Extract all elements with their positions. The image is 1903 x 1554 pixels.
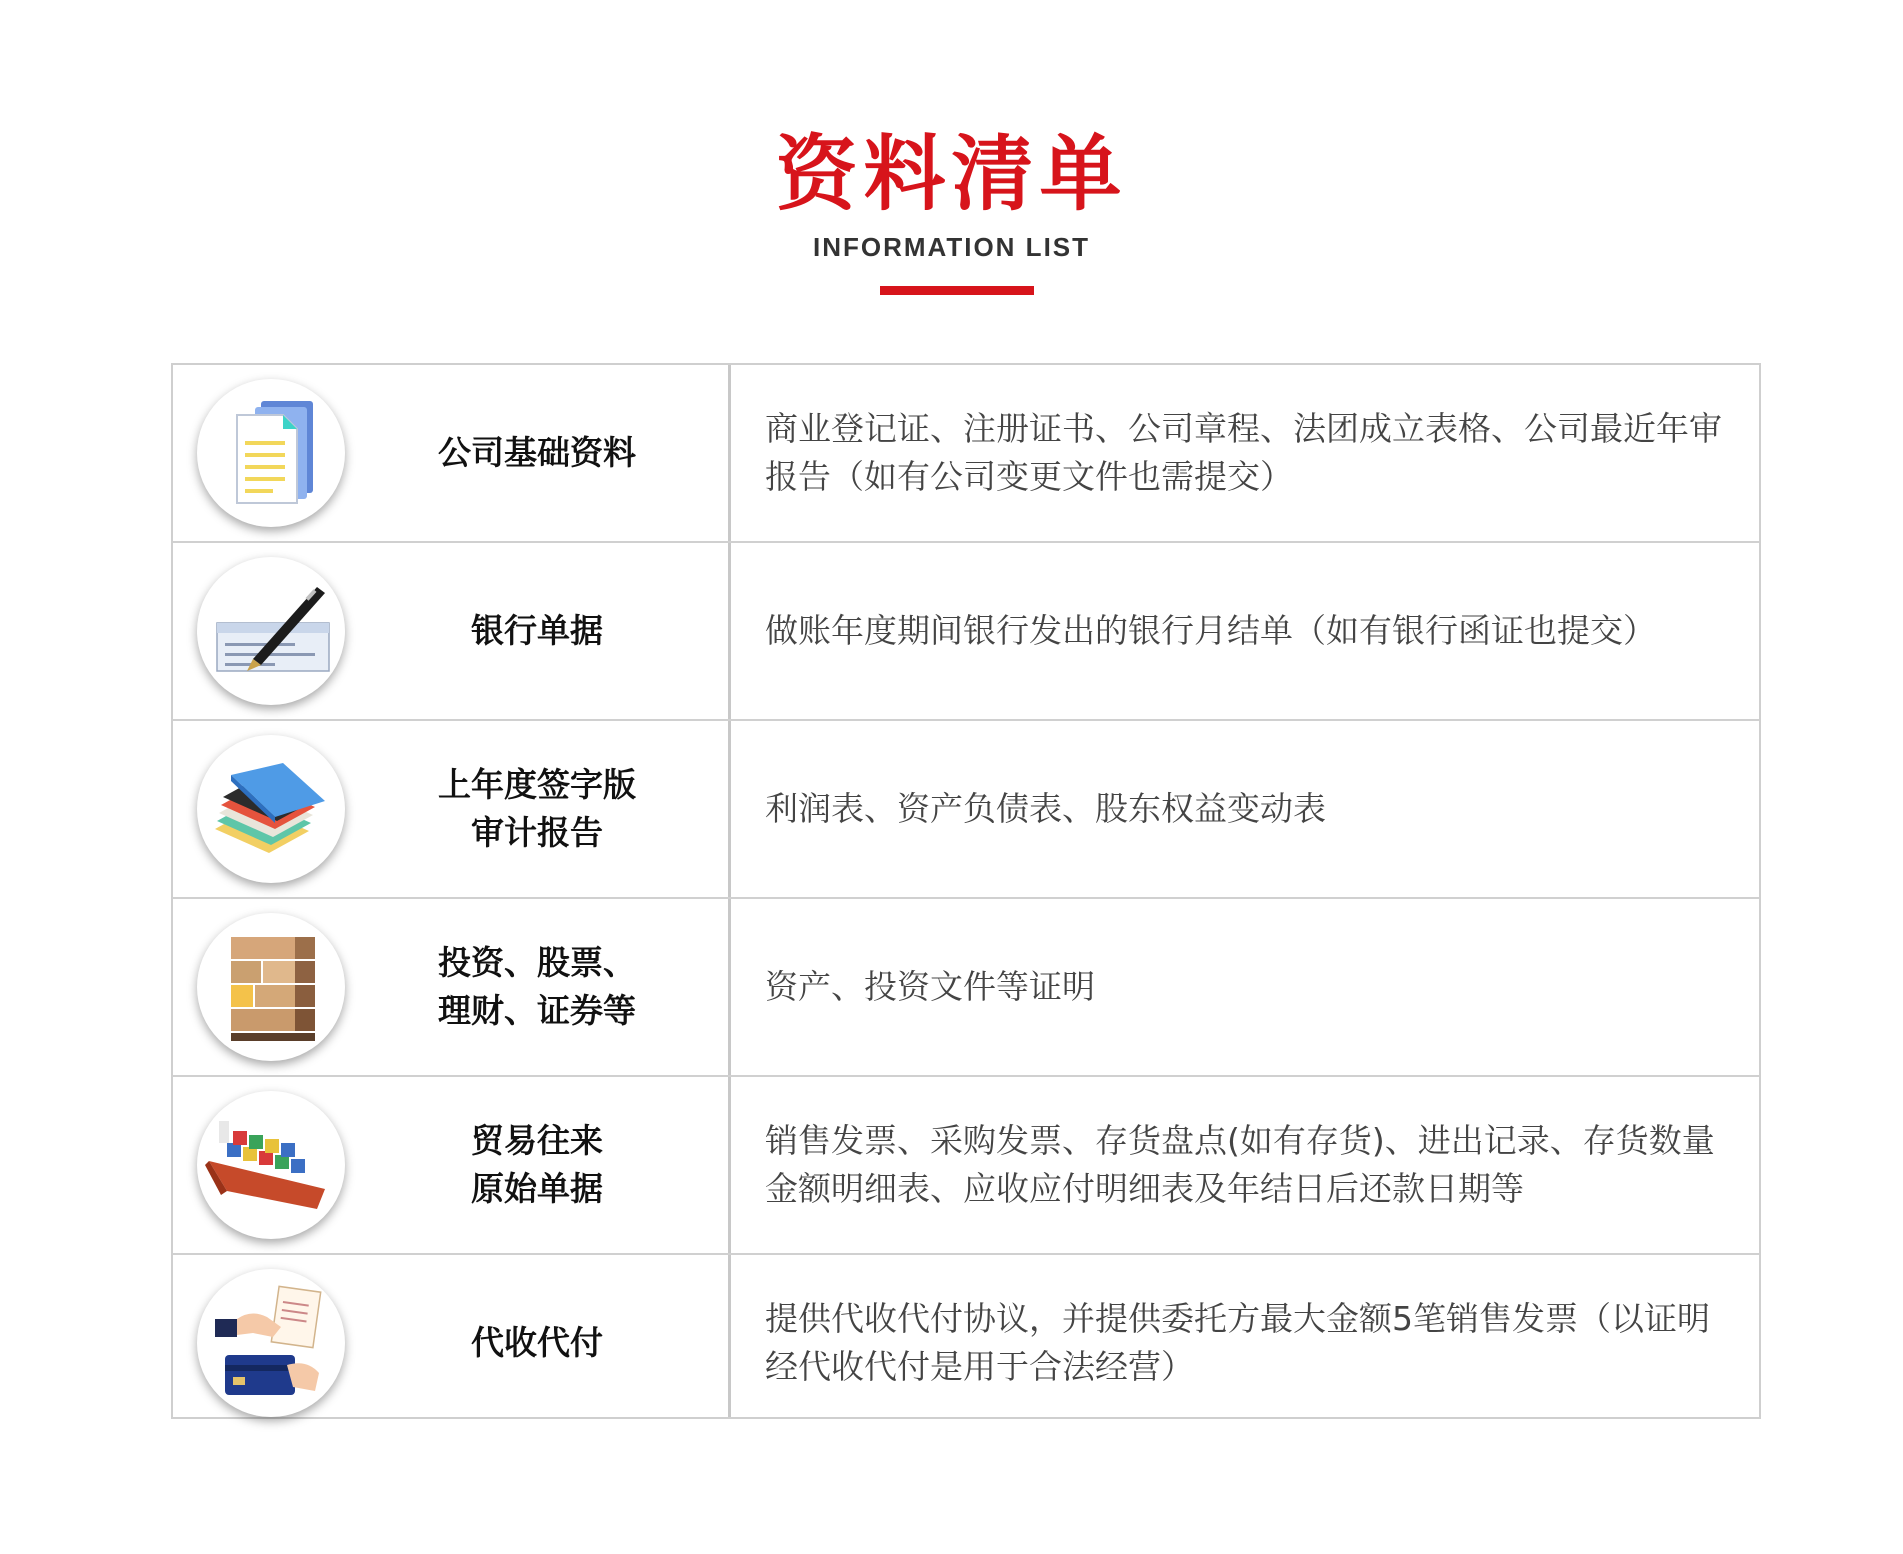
table-row (173, 1255, 1759, 1431)
table-row (173, 721, 1759, 897)
cargo-ship-icon (197, 1091, 345, 1239)
row-label: 贸易往来 原始单据 (471, 1121, 603, 1208)
row-description: 提供代收代付协议，并提供委托方最大金额5笔销售发票（以证明经代收代付是用于合法经营） (765, 1299, 1710, 1386)
row-label: 上年度签字版 审计报告 (438, 765, 636, 852)
information-table (171, 363, 1761, 1419)
page-title: 资料清单 (775, 127, 1128, 222)
row-description: 商业登记证、注册证书、公司章程、法团成立表格、公司最近年审报告（如有公司变更文件也需提交） (765, 409, 1722, 496)
row-label: 投资、股票、 理财、证券等 (438, 943, 636, 1030)
row-description: 销售发票、采购发票、存货盘点(如有存货)、进出记录、存货数量金额明细表、应收应付明细表及年结日后还款日期等 (765, 1121, 1715, 1208)
row-label: 银行单据 (471, 611, 603, 650)
payment-card-receipt-icon (197, 1269, 345, 1417)
table-row (173, 899, 1759, 1075)
documents-icon (197, 379, 345, 527)
bank-check-pen-icon (197, 557, 345, 705)
page-subtitle: INFORMATION LIST (812, 232, 1091, 262)
row-description: 做账年度期间银行发出的银行月结单（如有银行函证也提交） (765, 611, 1656, 650)
table-row (173, 1077, 1759, 1253)
row-description: 利润表、资产负债表、股东权益变动表 (765, 789, 1326, 828)
folders-stack-icon (197, 735, 345, 883)
row-label: 代收代付 (471, 1323, 603, 1362)
title-underline (880, 286, 1034, 295)
wooden-blocks-icon (197, 913, 345, 1061)
table-row (173, 543, 1759, 719)
table-row (173, 365, 1759, 541)
row-label: 公司基础资料 (438, 433, 636, 472)
row-description: 资产、投资文件等证明 (765, 967, 1095, 1006)
